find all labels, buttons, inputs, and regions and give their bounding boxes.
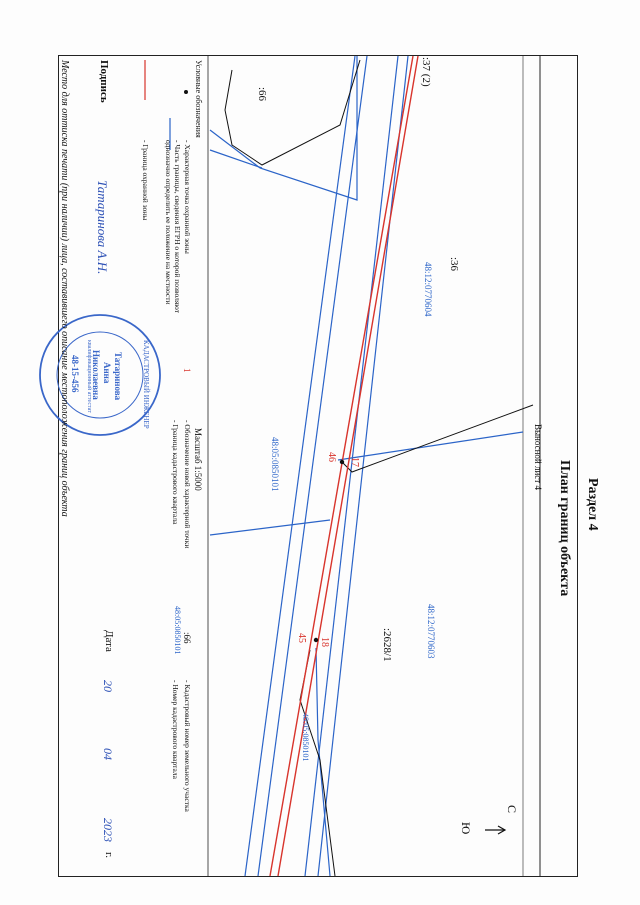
legend-point-icon [184,90,188,94]
legend-item-7: - Номер кадастрового квартала [171,680,180,779]
stamp-org: КАДАСТРОВЫЙ ИНЖЕНЕР [142,340,150,429]
scale-label: Масштаб 1:5000 [193,428,203,491]
point-label-18: 18 [319,637,330,647]
stamp-number: 48-15-456 [70,355,80,393]
stamp-cert: квалификационный аттестат [86,340,92,413]
quarter-boundaries [210,56,523,876]
stamp-name-1: Татаринова [113,352,123,401]
south-label: Ю [459,822,473,835]
stamp-name-3: Николаевна [91,350,101,400]
quarter-label-4: 48:05:0850101 [301,713,310,762]
date-label: Дата [103,630,115,652]
date-day: 20 [101,680,115,692]
north-arrow-icon [485,826,505,834]
legend-sample-quarter: 48:05:0850101 [173,606,182,655]
sheet-label: Выносной лист 4 [533,424,543,490]
stamp-place-note: Место для оттиска печати (при наличии) лица, составившего описание местоположения границ объекта [59,60,70,517]
date-month: 04 [101,748,115,760]
page-title: План границ объекта [557,460,572,597]
legend-title: Условные обозначения [194,60,203,138]
legend-sample-point: 1 [182,368,192,373]
parcel-label-66: :66 [256,87,268,102]
point-18-marker [314,638,318,642]
quarter-label-1: 48:12:0770604 [423,262,433,317]
zone-line-2 [278,56,418,876]
north-label: С [505,805,519,814]
legend-item-1: - Характерная точка охранной зоны [183,140,192,254]
black-line-2 [343,405,533,472]
parcel-bound-2 [210,150,262,168]
legend-sample-cadnum: :66 [182,632,192,644]
legend-item-6: - Кадастровый номер земельного участка [183,680,192,812]
quarter-line-4 [318,56,408,876]
section-title: Раздел 4 [585,478,600,531]
signer-name: Татаринова А.Н. [95,180,110,275]
date-year: 2023 [101,818,115,842]
legend-item-3: - Граница охранной зоны [141,140,150,221]
legend-item-4: - Обозначение новой характерной точки [183,420,192,549]
parcel-label-2628: :2628/1 [381,628,393,662]
legend-item-5: - Граница кадастрового квартала [171,420,180,525]
stamp-name-2: Анна [102,362,112,384]
point-label-17: 17 [349,457,360,467]
date-year-suffix: г. [103,852,115,859]
parcel-label-37: :37 (2) [420,57,432,87]
legend-item-2: - Часть границы, сведения ЕГРН о которой позволяют однозначно определить ее положение на местности [164,140,182,314]
point-label-46: 46 [326,452,337,462]
quarter-label-3: 48:05:0850101 [270,437,280,492]
black-line-1 [225,60,360,165]
point-17-marker [340,460,344,464]
point-label-45: 45 [296,633,307,643]
parcel-bound-4 [210,520,330,535]
signature-label: Подпись [98,60,110,103]
quarter-line-1 [245,56,355,876]
quarter-label-2: 48:12:0770603 [426,604,436,659]
parcel-label-36: :36 [448,257,460,272]
